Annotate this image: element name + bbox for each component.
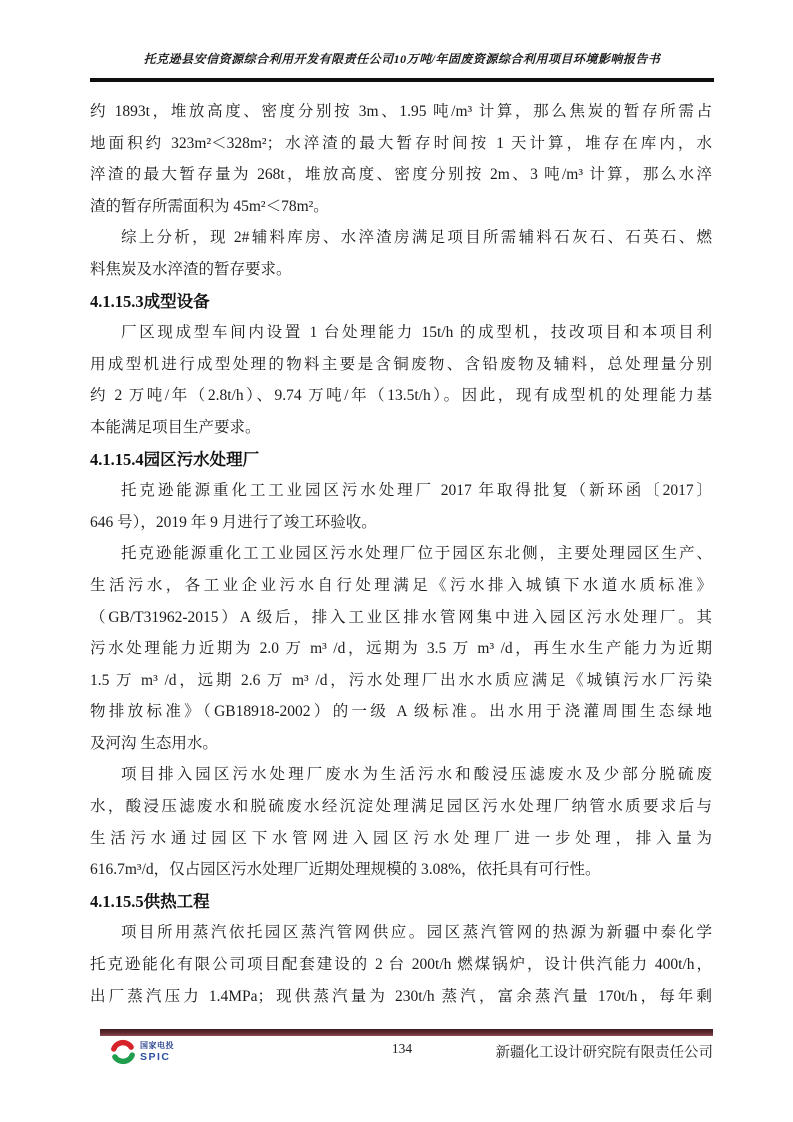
body-line: 污水处理能力近期为 2.0 万 m³ /d，远期为 3.5 万 m³ /d，再生水生产能力为近期 [90, 640, 712, 658]
paragraph [90, 759, 712, 885]
body-line: 托克逊能源重化工工业园区污水处理厂位于园区东北侧，主要处理园区生产、 [121, 545, 712, 563]
spic-logo-en: SPIC [140, 1050, 171, 1063]
body-line: 项目所用蒸汽依托园区蒸汽管网供应。园区蒸汽管网的热源为新疆中泰化学 [121, 924, 712, 942]
section-heading: 4.1.15.5供热工程 [90, 891, 210, 911]
body-line: 646 号），2019 年 9 月进行了竣工环验收。 [90, 513, 377, 531]
footer-rule [100, 1029, 713, 1036]
body-line: 水，酸浸压滤废水和脱硫废水经沉淀处理满足园区污水处理厂纳管水质要求后与 [90, 798, 712, 816]
body-line: 渣的暂存所需面积为 45m²＜78m²。 [90, 197, 329, 215]
body-line: 托克逊能源重化工工业园区污水处理厂 2017 年取得批复（新环函〔2017〕 [121, 482, 712, 500]
body-line: 约 2 万吨/年（2.8t/h）、9.74 万吨/年（13.5t/h）。因此，现有成型机的处理能力基 [90, 387, 712, 405]
body-line: 托克逊能化有限公司项目配套建设的 2 台 200t/h 燃煤锅炉，设计供汽能力 400t/h， [90, 956, 712, 974]
body-line: 约 1893t，堆放高度、密度分别按 3m、1.95 吨/m³ 计算，那么焦炭的暂存所需占 [90, 103, 712, 120]
body-line: 出厂蒸汽压力 1.4MPa；现供蒸汽量为 230t/h 蒸汽，富余蒸汽量 170t/h，每年剩 [90, 987, 712, 1005]
body-line: 生活污水，各工业企业污水自行处理满足《污水排入城镇下水道水质标准》 [90, 576, 712, 594]
body-line: 厂区现成型车间内设置 1 台处理能力 15t/h 的成型机，技改项目和本项目利 [121, 324, 712, 342]
spic-logo-cn: 国家电投 [140, 1040, 174, 1050]
body-line: 生活污水通过园区下水管网进入园区污水处理厂进一步处理，排入量为 [90, 829, 712, 847]
body-line: 1.5 万 m³ /d，远期 2.6 万 m³ /d，污水处理厂出水水质应满足《城镇污水厂污染 [90, 671, 712, 689]
paragraph [90, 917, 712, 1012]
body-line: 综上分析，现 2#辅料库房、水淬渣房满足项目所需辅料石灰石、石英石、燃 [121, 229, 712, 247]
footer-company-name: 新疆化工设计研究院有限责任公司 [495, 1045, 713, 1061]
header-rule [90, 78, 714, 82]
paragraph [90, 538, 712, 759]
document-body [90, 96, 712, 1012]
paragraph [90, 475, 712, 538]
page-header-title: 托克逊县安信资源综合利用开发有限责任公司10万吨/年固废资源综合利用项目环境影响报告书 [143, 52, 661, 66]
body-line: 项目排入园区污水处理厂废水为生活污水和酸浸压滤废水及少部分脱硫废 [121, 766, 712, 784]
paragraph [90, 96, 712, 222]
body-line: 及河沟 生态用水。 [90, 734, 218, 752]
page-number: 134 [391, 1041, 413, 1056]
paragraph [90, 317, 712, 443]
section-heading: 4.1.15.3成型设备 [90, 291, 210, 311]
paragraph [90, 222, 712, 285]
body-line: 本能满足项目生产要求。 [90, 418, 261, 436]
section-heading: 4.1.15.4园区污水处理厂 [90, 449, 260, 469]
body-line: 用成型机进行成型处理的物料主要是含铜废物、含铅废物及辅料，总处理量分别 [90, 355, 712, 373]
body-line: 地面积约 323m²＜328m²；水淬渣的最大暂存时间按 1 天计算，堆存在库内，水 [90, 134, 712, 152]
body-line: （GB/T31962-2015）A 级后，排入工业区排水管网集中进入园区污水处理厂。其 [90, 608, 712, 626]
body-line: 料焦炭及水淬渣的暂存要求。 [90, 260, 292, 278]
body-line: 616.7m³/d，仅占园区污水处理厂近期处理规模的 3.08%，依托具有可行性。 [90, 861, 601, 879]
body-line: 物排放标准》（GB18918-2002）的一级 A 级标准。出水用于浇灌周围生态绿地 [90, 703, 712, 721]
body-line: 淬渣的最大暂存量为 268t，堆放高度、密度分别按 2m、3 吨/m³ 计算，那么水淬 [90, 166, 712, 184]
